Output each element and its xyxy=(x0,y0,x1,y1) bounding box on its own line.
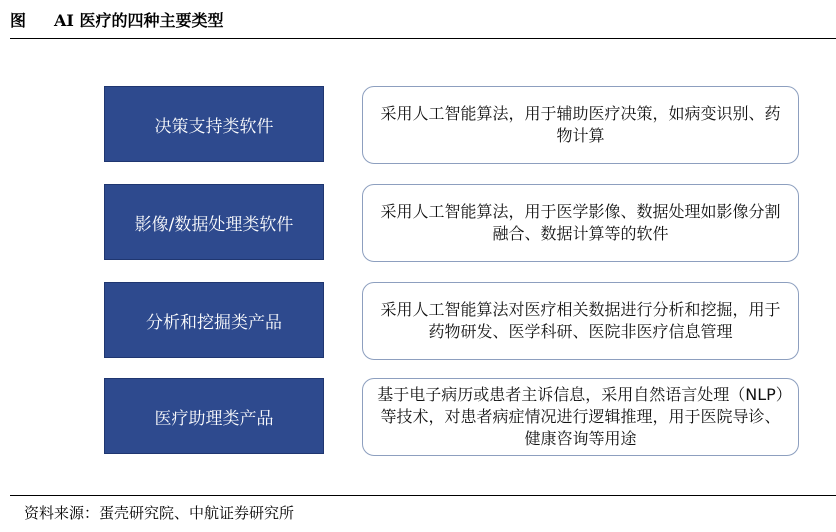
description-box: 基于电子病历或患者主诉信息，采用自然语言处理（NLP）等技术，对患者病症情况进行逻辑推理，用于医院导诊、健康咨询等用途 xyxy=(362,378,799,456)
source-note: 资料来源：蛋壳研究院、中航证券研究所 xyxy=(24,504,295,522)
row-medical-assistant xyxy=(104,378,800,456)
category-box: 决策支持类软件 xyxy=(104,86,324,162)
row-decision-support xyxy=(104,86,800,164)
bottom-divider xyxy=(10,495,836,496)
category-box: 医疗助理类产品 xyxy=(104,378,324,454)
description-box: 采用人工智能算法对医疗相关数据进行分析和挖掘，用于药物研发、医学科研、医院非医疗信息管理 xyxy=(362,282,799,360)
category-box: 影像/数据处理类软件 xyxy=(104,184,324,260)
figure-title: AI 医疗的四种主要类型 xyxy=(54,10,224,30)
category-box: 分析和挖掘类产品 xyxy=(104,282,324,358)
figure-label: 图 xyxy=(10,10,27,30)
description-box: 采用人工智能算法，用于医学影像、数据处理如影像分割融合、数据计算等的软件 xyxy=(362,184,799,262)
row-imaging-data xyxy=(104,184,800,262)
figure-header xyxy=(10,4,224,34)
top-divider xyxy=(10,38,836,39)
description-box: 采用人工智能算法，用于辅助医疗决策，如病变识别、药物计算 xyxy=(362,86,799,164)
row-analysis-mining xyxy=(104,282,800,360)
